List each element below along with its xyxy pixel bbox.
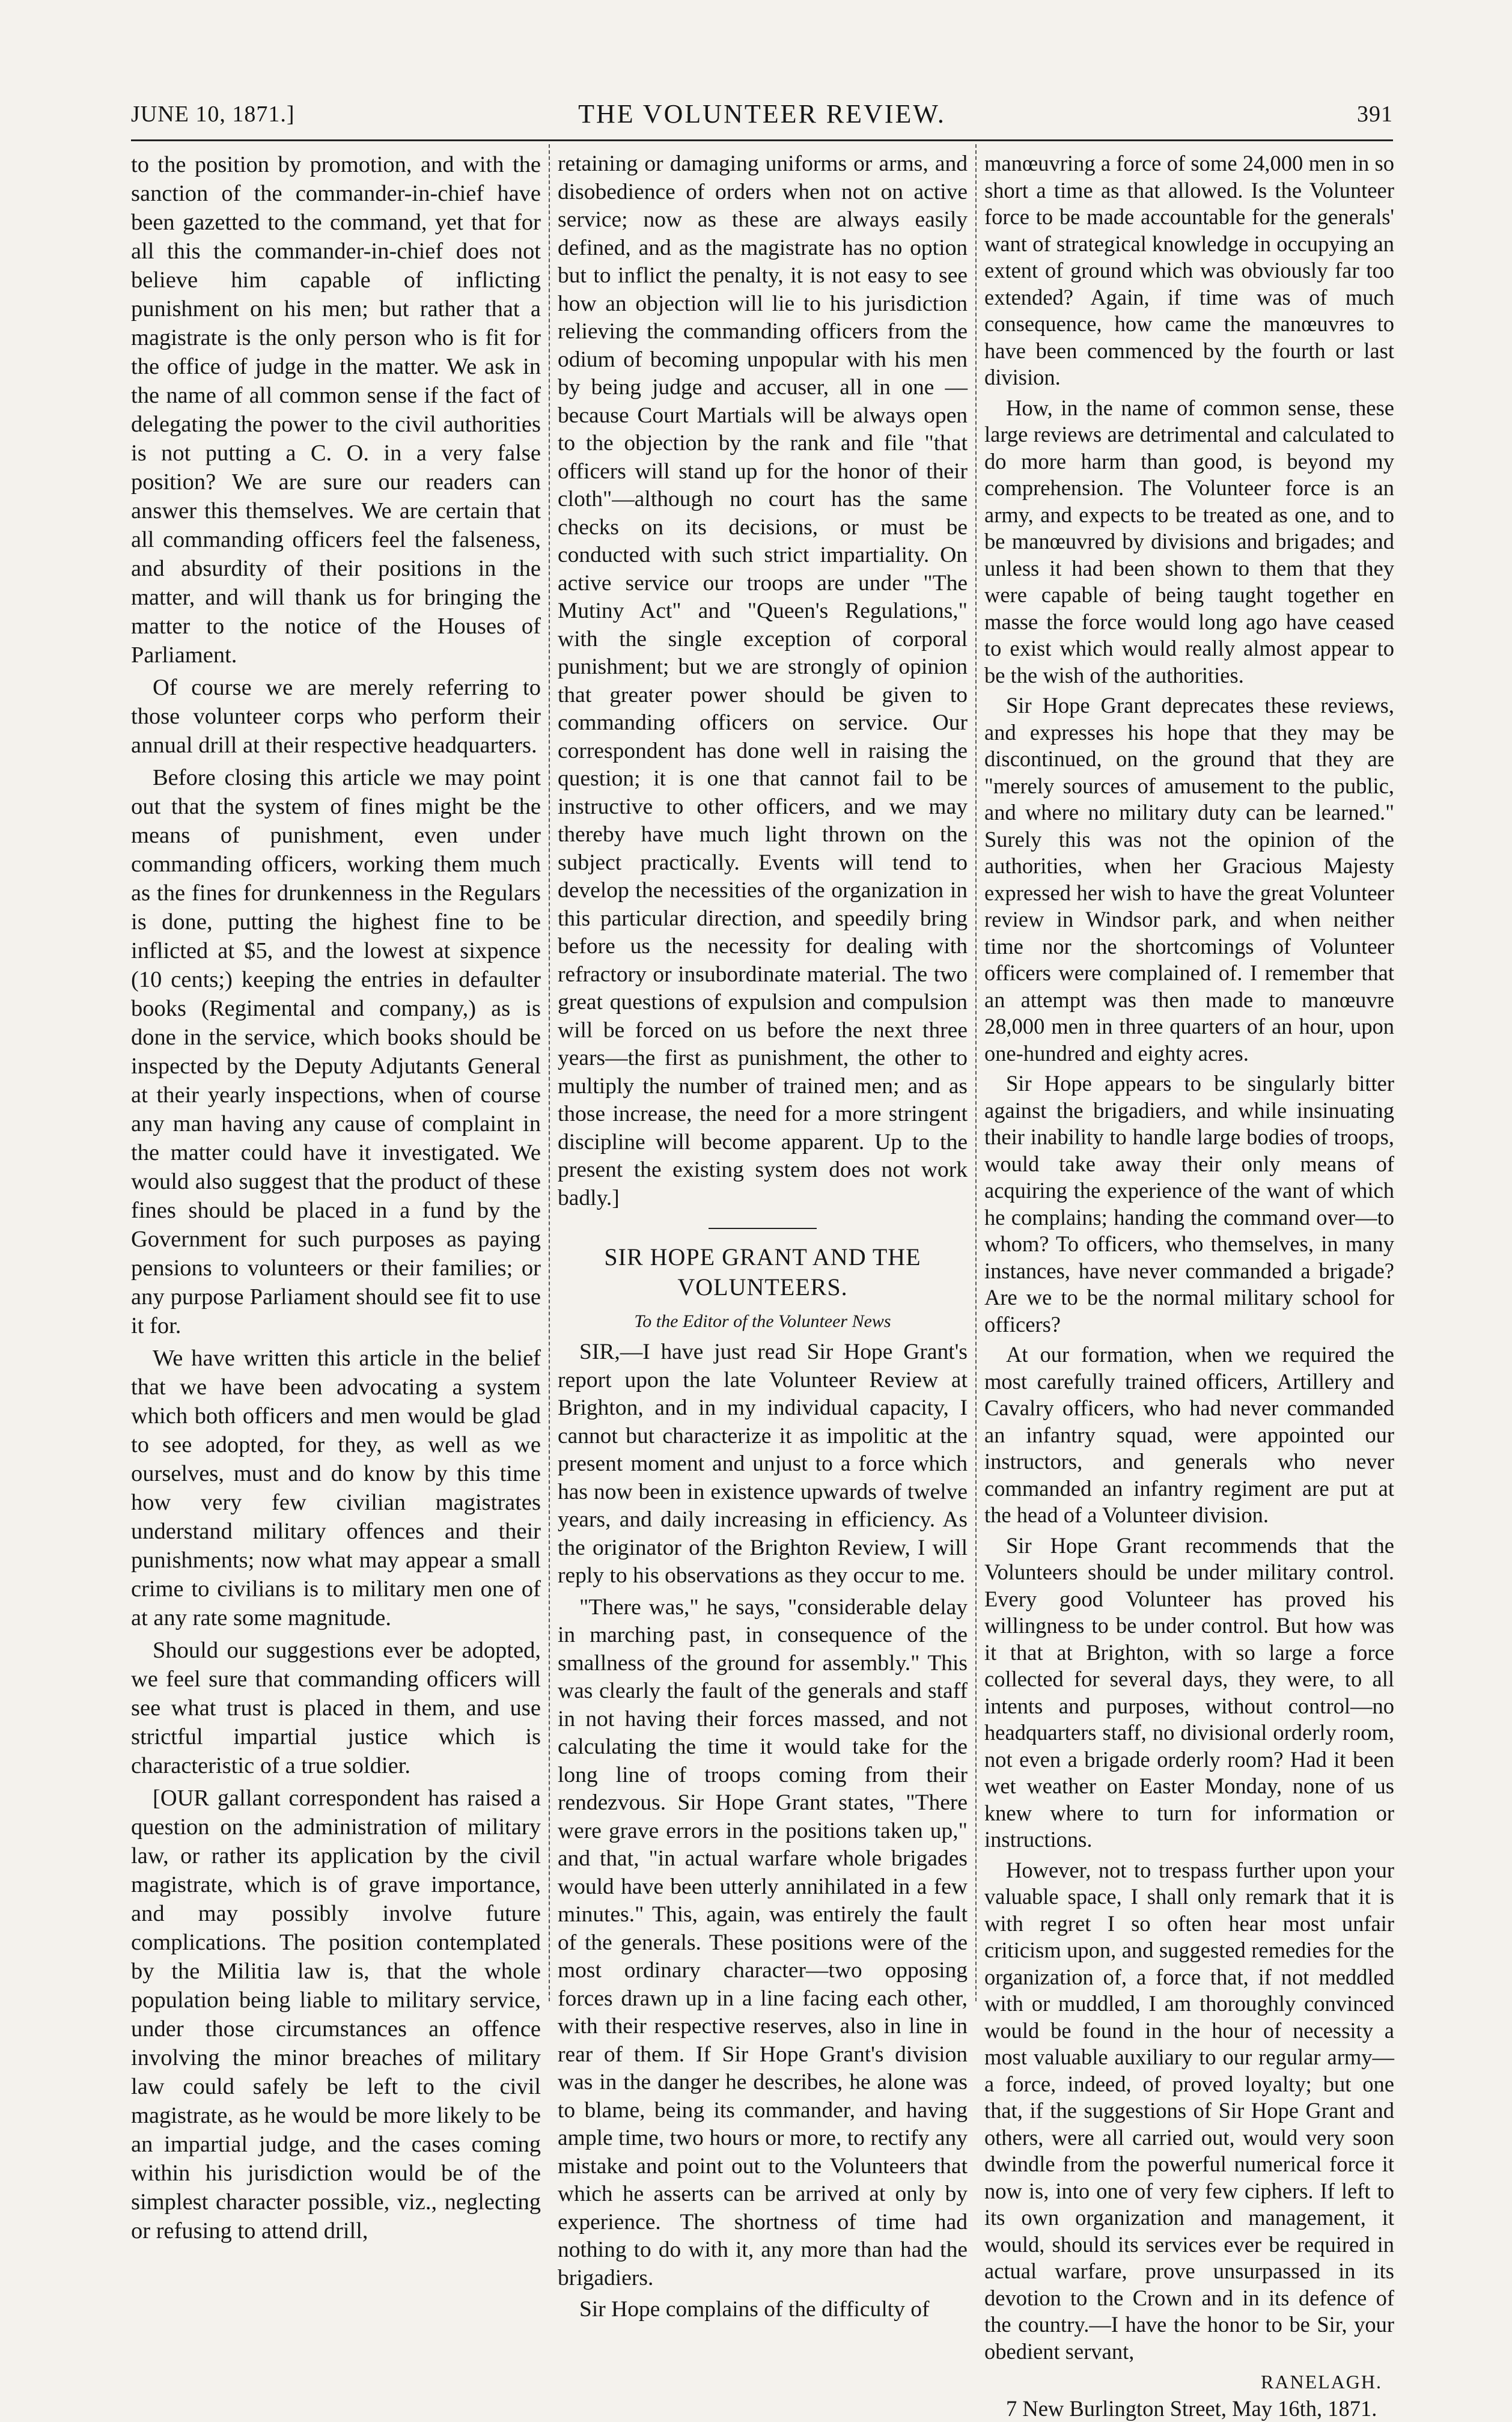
paragraph: [OUR gallant correspondent has raised a question on the administration of military law, or rather its application by the civil magistrate, which is of grave importance, and may possibly involve future complications. The position contemplated by the Militia law is, that the whole population being liable to military service, under those circumstances an offence involving the minor breaches of military law could safely be left to the civil magistrate, as he would be more likely to be an impartial judge, and the cases coming within his jurisdiction would be of the simplest character possible, viz., neglecting or refusing to attend drill, [131, 1784, 541, 2245]
page-header [131, 90, 1393, 132]
paragraph: Sir Hope appears to be singularly bitter against the brigadiers, and while insinuating their inability to handle large bodies of troops, would take away their only means of acquiring the experience of the want of which he complains; handing the command over—to whom? To officers, who themselves, in many instances, have never commanded a brigade? Are we to be the normal military school for officers? [984, 1070, 1394, 1338]
column-1 [131, 150, 541, 2007]
paragraph: manœuvring a force of some 24,000 men in so short a time as that allowed. Is the Volunteer force to be made accountable for the generals' want of strategical knowledge in occupying an extent of ground which was obviously far too extended? Again, if time was of much consequence, how came the manœuvres to have been commenced by the fourth or last division. [984, 150, 1394, 391]
column-3 [984, 150, 1394, 2007]
paragraph: We have written this article in the belief that we have been advocating a system which both officers and men would be glad to see adopted, for they, as well as we ourselves, must and do know by this time how very few civilian magistrates understand military offences and their punishments; now what may appear a small crime to civilians is to military men one of at any rate some magnitude. [131, 1344, 541, 1632]
paragraph: At our formation, when we required the most carefully trained officers, Artillery and Cavalry officers, who had never commanded an infantry squad, were appointed our instructors, and generals who never commanded an infantry regiment are put at the head of a Volunteer division. [984, 1341, 1394, 1529]
paragraph: Sir Hope Grant recommends that the Volunteers should be under military control. Every good Volunteer has proved his willingness to be under control. But how was it that at Brighton, with so large a force collected for several days, they were, to all intents and purposes, without control—no headquarters staff, no divisional orderly room, not even a brigade orderly room? Had it been wet weather on Easter Monday, none of us knew where to turn for information or instructions. [984, 1533, 1394, 1853]
paragraph: Of course we are merely referring to those volunteer corps who perform their annual drill at their respective headquarters. [131, 673, 541, 760]
paragraph: Before closing this article we may point out that the system of fines might be the means of punishment, even under commanding officers, working them much as the fines for drunkenness in the Regulars is done, putting the highest fine to be inflicted at $5, and the lowest at sixpence (10 cents;) keeping the entries in defaulter books (Regimental and company,) as is done in the service, which books should be inspected by the Deputy Adjutants General at their yearly inspections, when of course any man having any cause of complaint in the matter could have it investigated. We would also suggest that the product of these fines should be placed in a fund by the Government for such purposes as paying pensions to volunteers or their families; or any purpose Parliament should see fit to use it for. [131, 763, 541, 1340]
masthead-title: THE VOLUNTEER REVIEW. [131, 99, 1393, 129]
paragraph: SIR,—I have just read Sir Hope Grant's report upon the late Volunteer Review at Brighton, and in my individual capacity, I cannot but characterize it as impolitic at the present moment and unjust to a force which has now been in existence upwards of twelve years, and daily increasing in efficiency. As the originator of the Brighton Review, I will reply to his observations as they occur to me. [558, 1338, 968, 1590]
article-title: SIR HOPE GRANT AND THE VOLUNTEERS. [558, 1228, 968, 1302]
paragraph: Sir Hope Grant deprecates these reviews, and expresses his hope that they may be discontinued, on the ground that they are "merely sources of amusement to the public, and where no military duty can be learned." Surely this was not the opinion of the authorities, when her Gracious Majesty expressed her wish to have the great Volunteer review in Windsor park, and when neither time nor the shortcomings of Volunteer officers were complained of. I remember that an attempt was then made to manœuvre 28,000 men in three quarters of an hour, upon one-hundred and eighty acres. [984, 692, 1394, 1067]
column-2 [558, 150, 968, 2007]
column-divider [549, 144, 550, 2001]
sender-address: 7 New Burlington Street, May 16th, 1871. [984, 2396, 1394, 2422]
signature: RANELAGH. [984, 2369, 1382, 2396]
letter-dedication: To the Editor of the Volunteer News [558, 1308, 968, 1335]
paragraph: "There was," he says, "considerable delay in marching past, in consequence of the smallness of the ground for assembly." This was clearly the fault of the generals and staff in not having their forces massed, and not calculating the time it would take for the long line of troops coming from their rendezvous. Sir Hope Grant states, "There were grave errors in the positions taken up," and that, "in actual warfare whole brigades would have been utterly annihilated in a few minutes." This, again, was entirely the fault of the generals. These positions were of the most ordinary character—two opposing forces drawn up in a line facing each other, with their respective reserves, also in line in rear of them. If Sir Hope Grant's division was in the danger he describes, he alone was to blame, being its commander, and having ample time, two hours or more, to rectify any mistake and point out to the Volunteers that which he asserts can be arrived at only by experience. The shortness of time had nothing to do with it, any more than had the brigadiers. [558, 1594, 968, 2293]
paragraph: How, in the name of common sense, these large reviews are detrimental and calculated to do more harm than good, is beyond my comprehension. The Volunteer force is an army, and expects to be treated as one, and to be manœuvred by divisions and brigades; and unless it had been shown to them that they were capable of being taught together en masse the force would long ago have ceased to exist which would really almost appear to be the wish of the authorities. [984, 395, 1394, 689]
header-rule [131, 139, 1393, 141]
paragraph: to the position by promotion, and with the sanction of the commander-in-chief have been gazetted to the command, yet that for all this the commander-in-chief does not believe him capable of inflicting punishment on his men; but rather that a magistrate is the only person who is fit for the office of judge in the matter. We ask in the name of all common sense if the fact of delegating the power to the civil authorities is not putting a C. O. in a very false position? We are sure our readers can answer this themselves. We are certain that all commanding officers feel the falseness, and absurdity of their positions in the matter, and will thank us for bringing the matter to the notice of the Houses of Parliament. [131, 150, 541, 670]
paragraph: Should our suggestions ever be adopted, we feel sure that commanding officers will see what trust is placed in them, and use strictful impartial justice which is characteristic of a true soldier. [131, 1636, 541, 1780]
paragraph: However, not to trespass further upon your valuable space, I shall only remark that it is with regret I so often hear most unfair criticism upon, and suggested remedies for the organization of, a force that, if not meddled with or muddled, I am thoroughly convinced would be found in the hour of necessity a most valuable auxiliary to our regular army—a force, indeed, of proved loyalty; but one that, if the suggestions of Sir Hope Grant and others, were all carried out, would very soon dwindle from the powerful numerical force it now is, into one of very few ciphers. If left to its own organization and management, it would, should its services ever be required in actual warfare, prove unsurpassed in its devotion to the Crown and in its defence of the country.—I have the honor to be Sir, your obedient servant, [984, 1857, 1394, 2366]
page-number: 391 [1357, 101, 1393, 127]
paragraph: Sir Hope complains of the difficulty of [558, 2296, 968, 2324]
column-divider [975, 144, 977, 2001]
issue-date: JUNE 10, 1871.] [131, 101, 295, 127]
paragraph: retaining or damaging uniforms or arms, and disobedience of orders when not on active service; now as these are always easily defined, and as the magistrate has no option but to inflict the penalty, it is not easy to see how an objection will lie to his jurisdiction relieving the commanding officers from the odium of becoming unpopular with his men by being judge and accuser, all in one —because Court Martials will be always open to the objection by the rank and file "that officers will stand up for the honor of their cloth"—although no court has the same checks on its decisions, or must be conducted with such strict impartiality. On active service our troops are under "The Mutiny Act" and "Queen's Regulations," with the single exception of corporal punishment; but we are strongly of opinion that greater power should be given to commanding officers on service. Our correspondent has done well in raising the question; it is one that cannot fail to be instructive to other officers, and we may thereby have much light thrown on the subject practically. Events will tend to develop the necessities of the organization in this particular direction, and speedily bring before us the necessity for dealing with refractory or insubordinate material. The two great questions of expulsion and compulsion will be forced on us before the next three years—the first as punishment, the other to multiply the number of trained men; and as those increase, the need for a more stringent discipline will become apparent. Up to the present the existing system does not work badly.] [558, 150, 968, 1212]
